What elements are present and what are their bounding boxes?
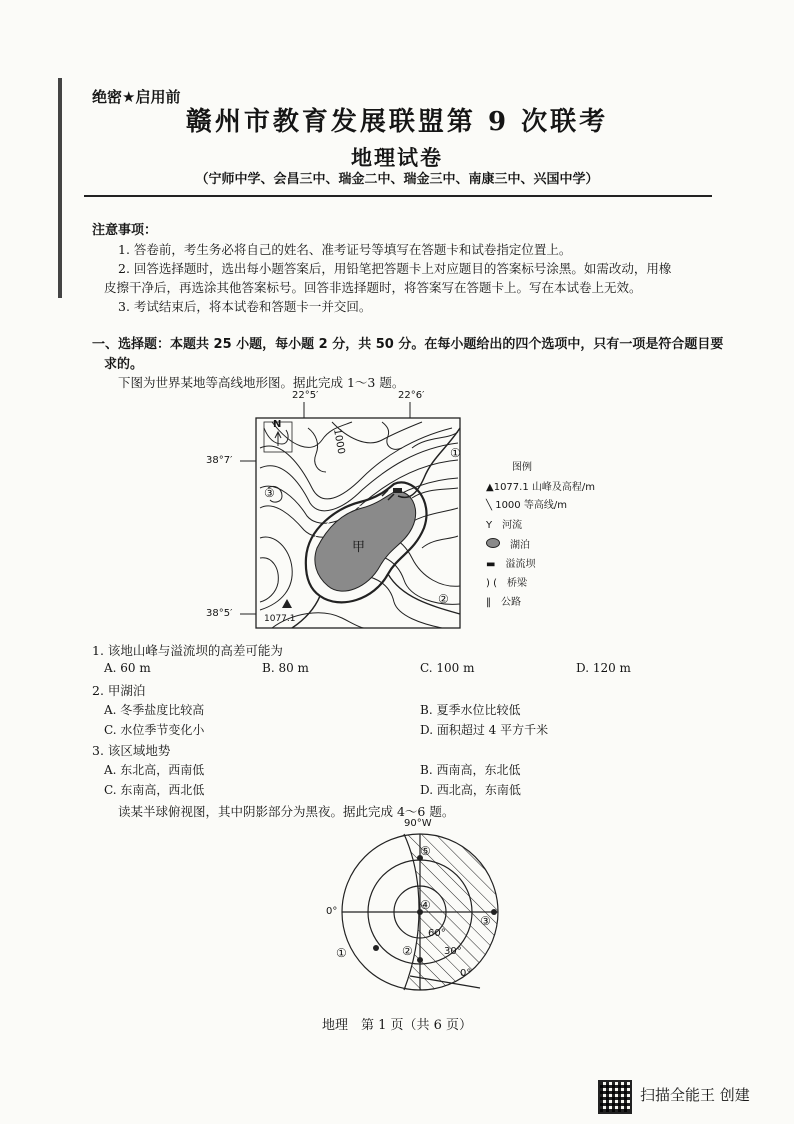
legend-contour-value: 1000: [495, 500, 521, 511]
question-2-stem: 2. 甲湖泊: [92, 683, 146, 698]
dam-marker: [393, 488, 402, 493]
globe-label-30: 30°: [444, 946, 462, 957]
q2-option-c: C. 水位季节变化小: [104, 723, 205, 737]
q1-option-b: B. 80 m: [262, 661, 309, 675]
map-point-3: ③: [264, 486, 275, 500]
secret-label: 绝密★启用前: [92, 88, 181, 106]
q1-option-d: D. 120 m: [576, 661, 631, 675]
peak-marker: [282, 599, 292, 608]
map-lon-1: 22°5′: [292, 390, 319, 401]
school-list: （宁师中学、会昌三中、瑞金二中、瑞金三中、南康三中、兴国中学）: [195, 172, 599, 187]
map-lat-1: 38°7′: [206, 455, 233, 466]
legend-lake-text: 湖泊: [510, 540, 530, 551]
notice-item: 3. 考试结束后，将本试卷和答题卡一并交回。: [118, 299, 372, 314]
question-intro-2: 读某半球俯视图，其中阴影部分为黑夜。据此完成 4～6 题。: [118, 804, 455, 819]
globe-point-4: ④: [420, 898, 431, 912]
q3-option-b: B. 西南高，东北低: [420, 763, 521, 777]
contour-label: 1000: [331, 428, 347, 455]
legend-peak: ▲1077.1 山峰及高程/m: [486, 482, 595, 493]
question-3-stem: 3. 该区域地势: [92, 743, 171, 758]
map-lon-2: 22°6′: [398, 390, 425, 401]
legend-road-text: 公路: [501, 597, 521, 608]
globe-point-3: ③: [480, 914, 491, 928]
map-point-1: ①: [450, 446, 461, 460]
globe-label-0-bottom: 0°: [460, 968, 472, 979]
scanner-watermark: 扫描全能王 创建: [640, 1086, 750, 1104]
q3-option-c: C. 东南高，西北低: [104, 783, 205, 797]
globe-label-60: 60°: [428, 928, 446, 939]
section-heading: 一、选择题：本题共 25 小题，每小题 2 分，共 50 分。在每小题给出的四个选项中，只有一项是符合题目要: [92, 337, 724, 352]
legend-bridge-text: 桥梁: [506, 578, 527, 589]
q1-option-c: C. 100 m: [420, 661, 475, 675]
q2-option-d: D. 面积超过 4 平方千米: [420, 723, 549, 737]
q2-option-b: B. 夏季水位比较低: [420, 703, 521, 717]
legend-dam-text: 溢流坝: [505, 559, 536, 570]
legend-contour-text: 等高线/m: [523, 500, 567, 511]
legend-contour: ╲ 1000 等高线/m: [486, 500, 567, 511]
globe-point-2: ②: [402, 944, 413, 958]
hemisphere-svg: [320, 818, 510, 998]
globe-point-1: ①: [336, 946, 347, 960]
legend-bridge: ) ( 桥梁: [486, 578, 527, 589]
notice-item: 2. 回答选择题时，选出每小题答案后，用铅笔把答题卡上对应题目的答案标号涂黑。如需改动，用橡: [118, 261, 672, 276]
notice-item: 皮擦干净后，再选涂其他答案标号。回答非选择题时，将答案写在答题卡上。写在本试卷上无效。: [104, 280, 642, 295]
notice-heading: 注意事项：: [92, 223, 158, 238]
question-intro: 下图为世界某地等高线地形图。据此完成 1～3 题。: [118, 375, 405, 390]
page-footer: 地理 第 1 页（共 6 页）: [321, 1018, 473, 1033]
legend-river-text: 河流: [502, 520, 523, 531]
peak-label: 1077.1: [264, 614, 296, 624]
legend-river: Y 河流: [486, 520, 523, 531]
q3-option-d: D. 西北高，东南低: [420, 783, 521, 797]
legend-lake: [486, 536, 530, 551]
qr-code: [598, 1080, 632, 1114]
legend-peak-text: 1077.1 山峰及高程/m: [493, 482, 595, 493]
legend-road: ‖ 公路: [486, 597, 521, 608]
globe-label-0-left: 0°: [326, 906, 338, 917]
header-divider: [84, 195, 712, 197]
q2-option-a: A. 冬季盐度比较高: [104, 703, 205, 717]
map-point-2: ②: [438, 592, 449, 606]
q3-option-a: A. 东北高，西南低: [104, 763, 205, 777]
map-lat-2: 38°5′: [206, 608, 233, 619]
globe-label-90w: 90°W: [404, 818, 432, 829]
notice-item: 1. 答卷前，考生务必将自己的姓名、准考证号等填写在答题卡和试卷指定位置上。: [118, 242, 572, 257]
exam-subtitle: 地理试卷: [351, 146, 443, 170]
legend-title: 图例: [512, 462, 532, 473]
hemisphere-diagram: [320, 818, 510, 998]
legend-dam: ▬ 溢流坝: [486, 559, 536, 570]
globe-point-5: ⑤: [420, 844, 431, 858]
q1-option-a: A. 60 m: [104, 661, 151, 675]
lake-label: 甲: [352, 540, 366, 555]
section-heading-cont: 求的。: [104, 357, 144, 372]
north-arrow-label: N: [273, 419, 282, 430]
question-1-stem: 1. 该地山峰与溢流坝的高差可能为: [92, 643, 283, 658]
exam-title: 赣州市教育发展联盟第 9 次联考: [185, 107, 609, 137]
map-legend: [486, 458, 636, 608]
contour-map-svg: [212, 388, 502, 638]
contour-map: [206, 388, 502, 638]
